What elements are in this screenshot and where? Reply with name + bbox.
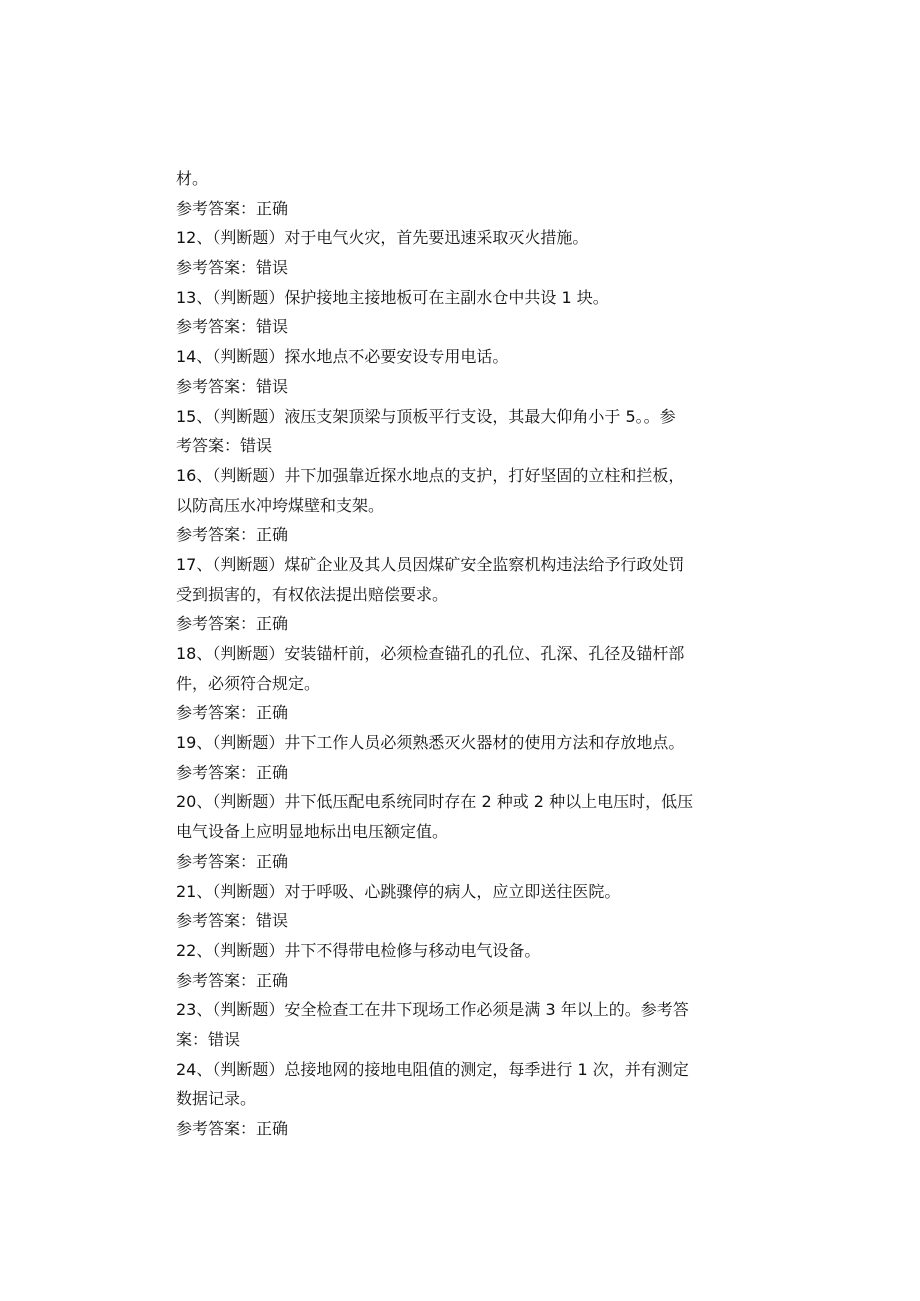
answer-line: 参考答案：正确	[176, 851, 289, 871]
question-line: 受到损害的，有权依法提出赔偿要求。	[176, 584, 449, 604]
answer-line: 参考答案：正确	[176, 970, 289, 990]
question-line: 17、（判断题）煤矿企业及其人员因煤矿安全监察机构违法给予行政处罚	[176, 554, 685, 574]
question-line: 16、（判断题）井下加强靠近探水地点的支护，打好坚固的立柱和拦板，	[176, 465, 685, 485]
question-line: 数据记录。	[176, 1089, 257, 1109]
answer-line: 考答案：错误	[176, 436, 273, 456]
question-line: 22、（判断题）井下不得带电检修与移动电气设备。	[176, 940, 541, 960]
question-line: 电气设备上应明显地标出电压额定值。	[176, 822, 449, 842]
answer-line: 参考答案：正确	[176, 614, 289, 634]
question-line: 件，必须符合规定。	[176, 673, 321, 693]
document-body	[176, 164, 726, 1144]
answer-line: 参考答案：错误	[176, 911, 289, 931]
answer-line: 参考答案：错误	[176, 258, 289, 278]
question-line: 23、（判断题）安全检查工在井下现场工作必须是满 3 年以上的。参考答	[176, 1000, 689, 1020]
answer-line: 参考答案：错误	[176, 317, 289, 337]
question-line: 13、（判断题）保护接地主接地板可在主副水仓中共设 1 块。	[176, 287, 609, 307]
question-line: 15、（判断题）液压支架顶梁与顶板平行支设，其最大仰角小于 5。。参	[176, 406, 676, 426]
question-line: 19、（判断题）井下工作人员必须熟悉灭火器材的使用方法和存放地点。	[176, 733, 685, 753]
question-line: 14、（判断题）探水地点不必要安设专用电话。	[176, 347, 509, 367]
text-line: 材。	[176, 169, 209, 188]
answer-line: 参考答案：正确	[176, 1119, 289, 1138]
answer-line: 参考答案：正确	[176, 762, 289, 782]
question-line: 24、（判断题）总接地网的接地电阻值的测定，每季进行 1 次，并有测定	[176, 1059, 689, 1079]
question-line: 18、（判断题）安装锚杆前，必须检查锚孔的孔位、孔深、孔径及锚杆部	[176, 644, 685, 663]
question-line: 以防高压水冲垮煤壁和支架。	[176, 495, 385, 515]
question-line: 21、（判断题）对于呼吸、心跳骤停的病人，应立即送往医院。	[176, 881, 621, 901]
question-line: 12、（判断题）对于电气火灾，首先要迅速采取灭火措施。	[176, 228, 589, 248]
answer-line: 参考答案：正确	[176, 525, 289, 545]
answer-line: 案：错误	[176, 1029, 241, 1049]
answer-line: 参考答案：错误	[176, 376, 289, 396]
question-line: 20、（判断题）井下低压配电系统同时存在 2 种或 2 种以上电压时，低压	[176, 792, 694, 812]
answer-line: 参考答案：正确	[176, 198, 289, 218]
answer-line: 参考答案：正确	[176, 703, 289, 723]
